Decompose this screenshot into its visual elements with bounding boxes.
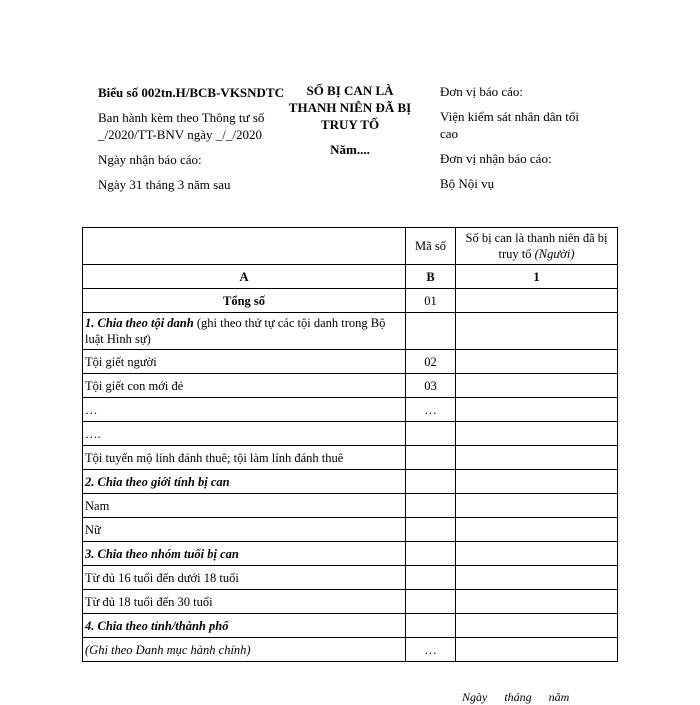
reporting-unit-value: Viện kiểm sát nhân dân tối cao — [440, 109, 579, 141]
header-value-main: Số bị can là thanh niên đã bị truy tố — [465, 231, 608, 261]
table-row — [83, 289, 618, 313]
report-year: Năm.... — [330, 142, 370, 157]
row-code: 03 — [406, 374, 456, 398]
receiving-unit-label: Đơn vị nhận báo cáo: — [440, 151, 552, 166]
row-label: … — [83, 398, 406, 422]
row-label: 4. Chia theo tỉnh/thành phố — [83, 614, 406, 638]
row-code: … — [406, 398, 456, 422]
row-code — [406, 446, 456, 470]
row-code — [406, 566, 456, 590]
signature-date-line: Ngày tháng năm — [462, 690, 570, 704]
index-1: 1 — [456, 265, 618, 289]
table-row — [83, 638, 618, 662]
row-label: …. — [83, 422, 406, 446]
row-value[interactable] — [456, 638, 618, 662]
row-label: Tội tuyển mộ lính đánh thuê; tội làm lính đánh thuê — [83, 446, 406, 470]
row-value[interactable] — [456, 398, 618, 422]
row-value[interactable] — [456, 374, 618, 398]
table-row — [83, 494, 618, 518]
index-b: B — [406, 265, 456, 289]
receiving-unit-value: Bộ Nội vụ — [440, 176, 495, 191]
form-code: Biểu số 002tn.H/BCB-VKSNDTC — [98, 85, 284, 100]
row-label: Tổng số — [83, 289, 406, 313]
row-code: … — [406, 638, 456, 662]
row-label: Từ đủ 16 tuổi đến dưới 18 tuổi — [83, 566, 406, 590]
row-value[interactable] — [456, 350, 618, 374]
row-code — [406, 542, 456, 566]
row-label-bold: 1. Chia theo tội danh — [85, 316, 194, 330]
row-value[interactable] — [456, 289, 618, 313]
issued-with: Ban hành kèm theo Thông tư số _/2020/TT-BNV ngày _/_/2020 — [98, 110, 265, 142]
row-label: Tội giết người — [83, 350, 406, 374]
row-label: 3. Chia theo nhóm tuổi bị can — [83, 542, 406, 566]
form-header-right — [440, 83, 600, 200]
row-code — [406, 590, 456, 614]
header-cell-code: Mã số — [406, 228, 456, 265]
row-label: Nam — [83, 494, 406, 518]
row-code — [406, 494, 456, 518]
form-header-title — [286, 82, 414, 158]
row-value[interactable] — [456, 542, 618, 566]
row-label: (Ghi theo Danh mục hành chính) — [83, 638, 406, 662]
row-value[interactable] — [456, 422, 618, 446]
table-row — [83, 374, 618, 398]
table-row — [83, 313, 618, 350]
table-row — [83, 518, 618, 542]
row-value[interactable] — [456, 446, 618, 470]
row-value[interactable] — [456, 470, 618, 494]
table-row — [83, 350, 618, 374]
table-header-row — [83, 228, 618, 265]
row-code — [406, 313, 456, 350]
page-title: SỐ BỊ CAN LÀ THANH NIÊN ĐÃ BỊ TRUY TỐ — [288, 83, 412, 132]
row-code: 02 — [406, 350, 456, 374]
row-label: Từ đủ 18 tuổi đến 30 tuổi — [83, 590, 406, 614]
table-index-row — [83, 265, 618, 289]
index-a: A — [83, 265, 406, 289]
table-row — [83, 398, 618, 422]
header-cell-value — [456, 228, 618, 265]
row-label: Nữ — [83, 518, 406, 542]
table-row — [83, 470, 618, 494]
row-label: 2. Chia theo giới tính bị can — [83, 470, 406, 494]
receive-date-label: Ngày nhận báo cáo: — [98, 152, 202, 167]
row-code: 01 — [406, 289, 456, 313]
reporting-unit-label: Đơn vị báo cáo: — [440, 84, 524, 99]
row-value[interactable] — [456, 566, 618, 590]
row-value[interactable] — [456, 518, 618, 542]
row-code — [406, 470, 456, 494]
table-row — [83, 446, 618, 470]
row-label-rest: (ghi theo thứ tự các tội danh trong Bộ luật Hình sự) — [85, 316, 386, 346]
row-code — [406, 422, 456, 446]
receive-date-value: Ngày 31 tháng 3 năm sau — [98, 177, 231, 192]
row-code — [406, 518, 456, 542]
header-value-unit: (Người) — [534, 247, 575, 261]
table-row — [83, 542, 618, 566]
row-label: Tội giết con mới đẻ — [83, 374, 406, 398]
row-label — [83, 313, 406, 350]
report-table — [82, 227, 618, 662]
table-row — [83, 614, 618, 638]
table-row — [83, 566, 618, 590]
form-header-left — [98, 84, 298, 201]
table-row — [83, 590, 618, 614]
header-cell-label — [83, 228, 406, 265]
row-value[interactable] — [456, 614, 618, 638]
row-value[interactable] — [456, 494, 618, 518]
row-value[interactable] — [456, 313, 618, 350]
table-row — [83, 422, 618, 446]
row-value[interactable] — [456, 590, 618, 614]
row-code — [406, 614, 456, 638]
